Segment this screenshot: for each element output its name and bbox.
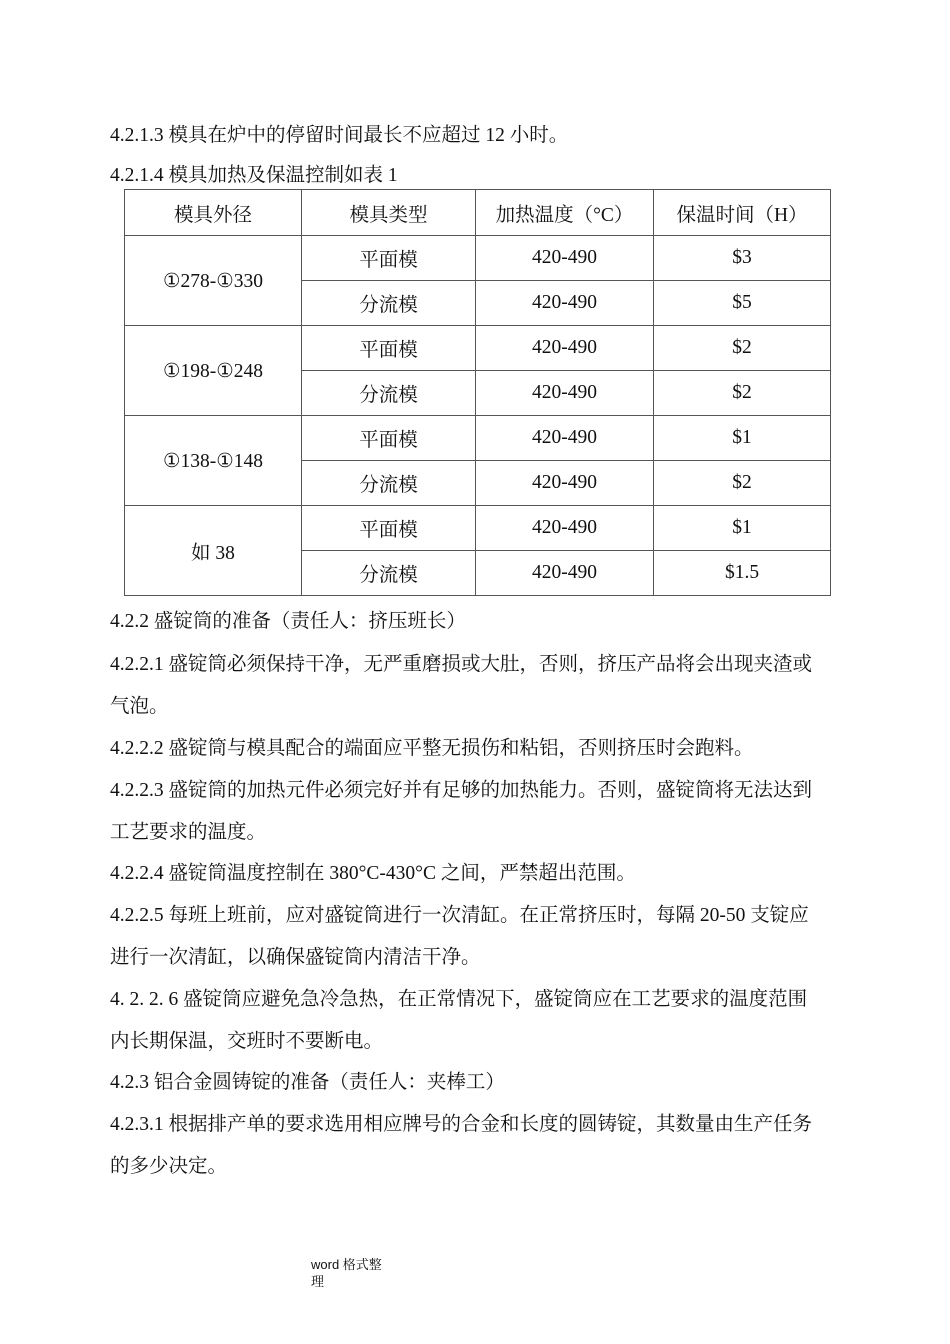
paragraph-4-2-2-3-line2: 工艺要求的温度。 bbox=[110, 822, 267, 843]
paragraph-4-2-2-2: 4.2.2.2 盛锭筒与模具配合的端面应平整无损伤和粘铝，否则挤压时会跑料。 bbox=[110, 738, 754, 759]
die-type-cell: 分流模 bbox=[302, 551, 476, 596]
temp-cell: 420-490 bbox=[476, 551, 654, 596]
time-cell: $2 bbox=[654, 371, 831, 416]
die-type-cell: 平面模 bbox=[302, 326, 476, 371]
temp-cell: 420-490 bbox=[476, 416, 654, 461]
table-row bbox=[125, 506, 831, 551]
time-cell: $1 bbox=[654, 506, 831, 551]
die-type-cell: 分流模 bbox=[302, 281, 476, 326]
time-cell: $1.5 bbox=[654, 551, 831, 596]
table-row bbox=[125, 416, 831, 461]
die-heating-table bbox=[124, 189, 831, 596]
die-type-cell: 平面模 bbox=[302, 506, 476, 551]
paragraph-4-2-3-1-line1: 4.2.3.1 根据排产单的要求选用相应牌号的合金和长度的圆铸锭，其数量由生产任务 bbox=[110, 1114, 813, 1135]
paragraph-4-2-1-3: 4.2.1.3 模具在炉中的停留时间最长不应超过 12 小时。 bbox=[110, 125, 569, 146]
temp-cell: 420-490 bbox=[476, 506, 654, 551]
temp-cell: 420-490 bbox=[476, 371, 654, 416]
paragraph-4-2-2-1-line1: 4.2.2.1 盛锭筒必须保持干净，无严重磨损或大肚，否则，挤压产品将会出现夹渣或 bbox=[110, 654, 813, 675]
temp-cell: 420-490 bbox=[476, 281, 654, 326]
diameter-cell: ①138-①148 bbox=[125, 416, 302, 506]
column-header-die-type: 模具类型 bbox=[302, 190, 476, 236]
page-footer: word 格式整理 bbox=[311, 1257, 382, 1289]
table-header-row bbox=[125, 190, 831, 236]
diameter-cell: 如 38 bbox=[125, 506, 302, 596]
paragraph-4-2-2-4: 4.2.2.4 盛锭筒温度控制在 380°C-430°C 之间，严禁超出范围。 bbox=[110, 863, 636, 884]
die-type-cell: 平面模 bbox=[302, 416, 476, 461]
paragraph-4-2-2-3-line1: 4.2.2.3 盛锭筒的加热元件必须完好并有足够的加热能力。否则，盛锭筒将无法达到 bbox=[110, 780, 813, 801]
time-cell: $2 bbox=[654, 461, 831, 506]
paragraph-4-2-1-4: 4.2.1.4 模具加热及保温控制如表 1 bbox=[110, 165, 398, 186]
paragraph-4-2-3-1-line2: 的多少决定。 bbox=[110, 1156, 228, 1177]
paragraph-4-2-2-5-line1: 4.2.2.5 每班上班前，应对盛锭筒进行一次清缸。在正常挤压时，每隔 20-50 支锭应 bbox=[110, 905, 809, 926]
time-cell: $1 bbox=[654, 416, 831, 461]
table-row bbox=[125, 236, 831, 281]
column-header-heating-temp: 加热温度（°C） bbox=[476, 190, 654, 236]
temp-cell: 420-490 bbox=[476, 236, 654, 281]
paragraph-4-2-2-6-line1: 4. 2. 2. 6 盛锭筒应避免急冷急热，在正常情况下，盛锭筒应在工艺要求的温度范围 bbox=[110, 989, 808, 1010]
die-type-cell: 分流模 bbox=[302, 371, 476, 416]
time-cell: $2 bbox=[654, 326, 831, 371]
diameter-cell: ①198-①248 bbox=[125, 326, 302, 416]
paragraph-4-2-2-5-line2: 进行一次清缸，以确保盛锭筒内清洁干净。 bbox=[110, 947, 481, 968]
die-type-cell: 平面模 bbox=[302, 236, 476, 281]
paragraph-4-2-2-1-line2: 气泡。 bbox=[110, 696, 169, 717]
column-header-holding-time: 保温时间（H） bbox=[654, 190, 831, 236]
temp-cell: 420-490 bbox=[476, 461, 654, 506]
diameter-cell: ①278-①330 bbox=[125, 236, 302, 326]
column-header-diameter: 模具外径 bbox=[125, 190, 302, 236]
die-type-cell: 分流模 bbox=[302, 461, 476, 506]
heading-4-2-2: 4.2.2 盛锭筒的准备（责任人：挤压班长） bbox=[110, 611, 466, 632]
time-cell: $3 bbox=[654, 236, 831, 281]
table-row bbox=[125, 326, 831, 371]
temp-cell: 420-490 bbox=[476, 326, 654, 371]
time-cell: $5 bbox=[654, 281, 831, 326]
heading-4-2-3: 4.2.3 铝合金圆铸锭的准备（责任人：夹棒工） bbox=[110, 1072, 505, 1093]
paragraph-4-2-2-6-line2: 内长期保温，交班时不要断电。 bbox=[110, 1031, 384, 1052]
